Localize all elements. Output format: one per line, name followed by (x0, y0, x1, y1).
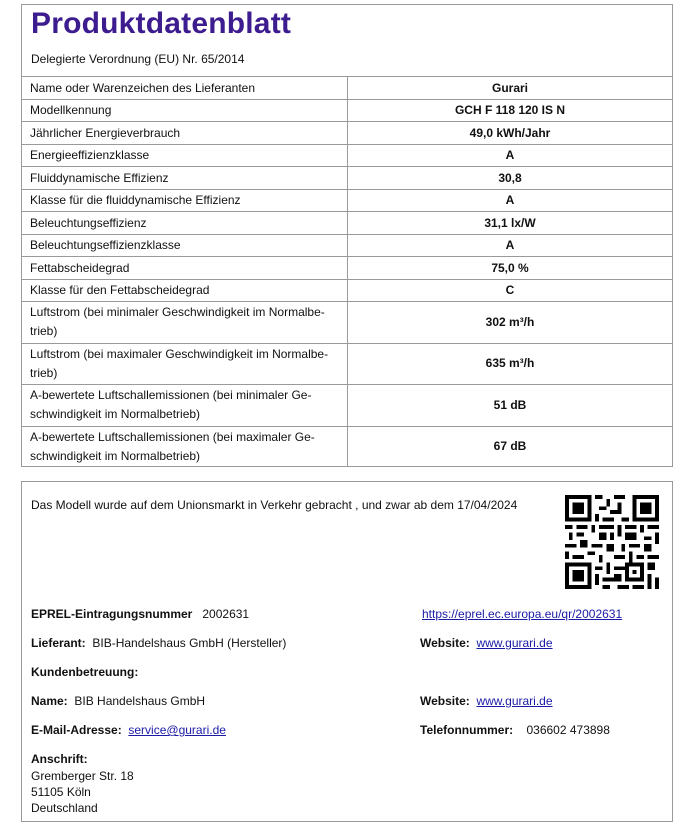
name-value: BIB Handelshaus GmbH (74, 694, 206, 708)
phone-row (420, 723, 610, 737)
row-value: A (348, 234, 673, 257)
row-value: 49,0 kWh/Jahr (348, 122, 673, 145)
row-label-line2: trieb) (30, 365, 58, 380)
email-label: E-Mail-Adresse: (31, 723, 122, 737)
table-row (22, 385, 672, 427)
table-row (22, 77, 672, 100)
table-row (22, 144, 672, 167)
row-label: Fettabscheidegrad (22, 257, 348, 280)
email-link[interactable]: service@gurari.de (128, 723, 226, 737)
row-value: 30,8 (348, 167, 673, 190)
row-label-line1: A-bewertete Luftschallemissionen (bei minimaler Ge- (30, 388, 312, 403)
page-title: Produktdatenblatt (31, 7, 292, 40)
row-label-line1: Luftstrom (bei minimaler Geschwindigkeit im Normalbe- (30, 305, 325, 320)
row-label: Name oder Warenzeichen des Lieferanten (22, 77, 348, 100)
row-value: C (348, 279, 673, 302)
row-label-line1: Luftstrom (bei maximaler Geschwindigkeit im Normalbe- (30, 346, 329, 361)
row-value: GCH F 118 120 IS N (348, 99, 673, 122)
row-label: Jährlicher Energieverbrauch (22, 122, 348, 145)
market-date-text: Das Modell wurde auf dem Unionsmarkt in Verkehr gebracht , und zwar ab dem 17/04/2024 (31, 498, 518, 512)
table-row (22, 212, 672, 235)
supplier-row (31, 636, 286, 650)
spec-table (22, 76, 672, 467)
customer-service-heading: Kundenbetreuung: (31, 665, 139, 679)
row-value: 51 dB (348, 385, 673, 427)
table-row (22, 234, 672, 257)
website2-row (420, 694, 553, 708)
website-row (420, 636, 553, 650)
table-row (22, 343, 672, 385)
address-line-2: 51105 Köln (31, 785, 91, 799)
name-label: Name: (31, 694, 68, 708)
table-row (22, 189, 672, 212)
row-label: Modellkennung (22, 99, 348, 122)
row-value: A (348, 144, 673, 167)
table-row (22, 167, 672, 190)
address-heading: Anschrift: (31, 752, 88, 766)
table-row (22, 122, 672, 145)
row-label: Klasse für die fluiddynamische Effizienz (22, 189, 348, 212)
supplier-label: Lieferant: (31, 636, 86, 650)
row-label (22, 302, 348, 344)
row-label-line2: schwindigkeit im Normalbetrieb) (30, 448, 201, 463)
website2-link[interactable]: www.gurari.de (476, 694, 553, 708)
row-label (22, 343, 348, 385)
row-value: 31,1 lx/W (348, 212, 673, 235)
row-value: 75,0 % (348, 257, 673, 280)
row-label: Klasse für den Fettabscheidegrad (22, 279, 348, 302)
row-label: Beleuchtungseffizienzklasse (22, 234, 348, 257)
table-row (22, 279, 672, 302)
row-label (22, 426, 348, 467)
table-row (22, 99, 672, 122)
row-label: Energieeffizienzklasse (22, 144, 348, 167)
phone-label: Telefonnummer: (420, 723, 514, 737)
address-line-3: Deutschland (31, 801, 98, 815)
table-row (22, 426, 672, 467)
qr-code[interactable] (565, 495, 659, 589)
name-row (31, 694, 205, 708)
eprel-label: EPREL-Eintragungsnummer (31, 607, 193, 621)
row-value: Gurari (348, 77, 673, 100)
supplier-info-panel (21, 481, 673, 822)
eprel-row (31, 607, 249, 621)
row-value: A (348, 189, 673, 212)
row-value: 302 m³/h (348, 302, 673, 344)
address-line-1: Gremberger Str. 18 (31, 769, 134, 783)
row-label: Beleuchtungseffizienz (22, 212, 348, 235)
row-label-line2: trieb) (30, 324, 58, 339)
website2-label: Website: (420, 694, 470, 708)
eprel-link[interactable]: https://eprel.ec.europa.eu/qr/2002631 (422, 607, 623, 621)
product-datasheet-panel (21, 4, 673, 467)
row-value: 67 dB (348, 426, 673, 467)
row-label-line2: schwindigkeit im Normalbetrieb) (30, 407, 201, 422)
eprel-number: 2002631 (202, 607, 250, 621)
table-row (22, 257, 672, 280)
website-label: Website: (420, 636, 470, 650)
table-row (22, 302, 672, 344)
website-link[interactable]: www.gurari.de (476, 636, 553, 650)
row-label: Fluiddynamische Effizienz (22, 167, 348, 190)
row-label-line1: A-bewertete Luftschallemissionen (bei maximaler Ge- (30, 429, 315, 444)
row-value: 635 m³/h (348, 343, 673, 385)
supplier-value: BIB-Handelshaus GmbH (Hersteller) (92, 636, 287, 650)
email-row (31, 723, 226, 737)
phone-value: 036602 473898 (526, 723, 610, 737)
regulation-subtitle: Delegierte Verordnung (EU) Nr. 65/2014 (31, 52, 245, 66)
row-label (22, 385, 348, 427)
